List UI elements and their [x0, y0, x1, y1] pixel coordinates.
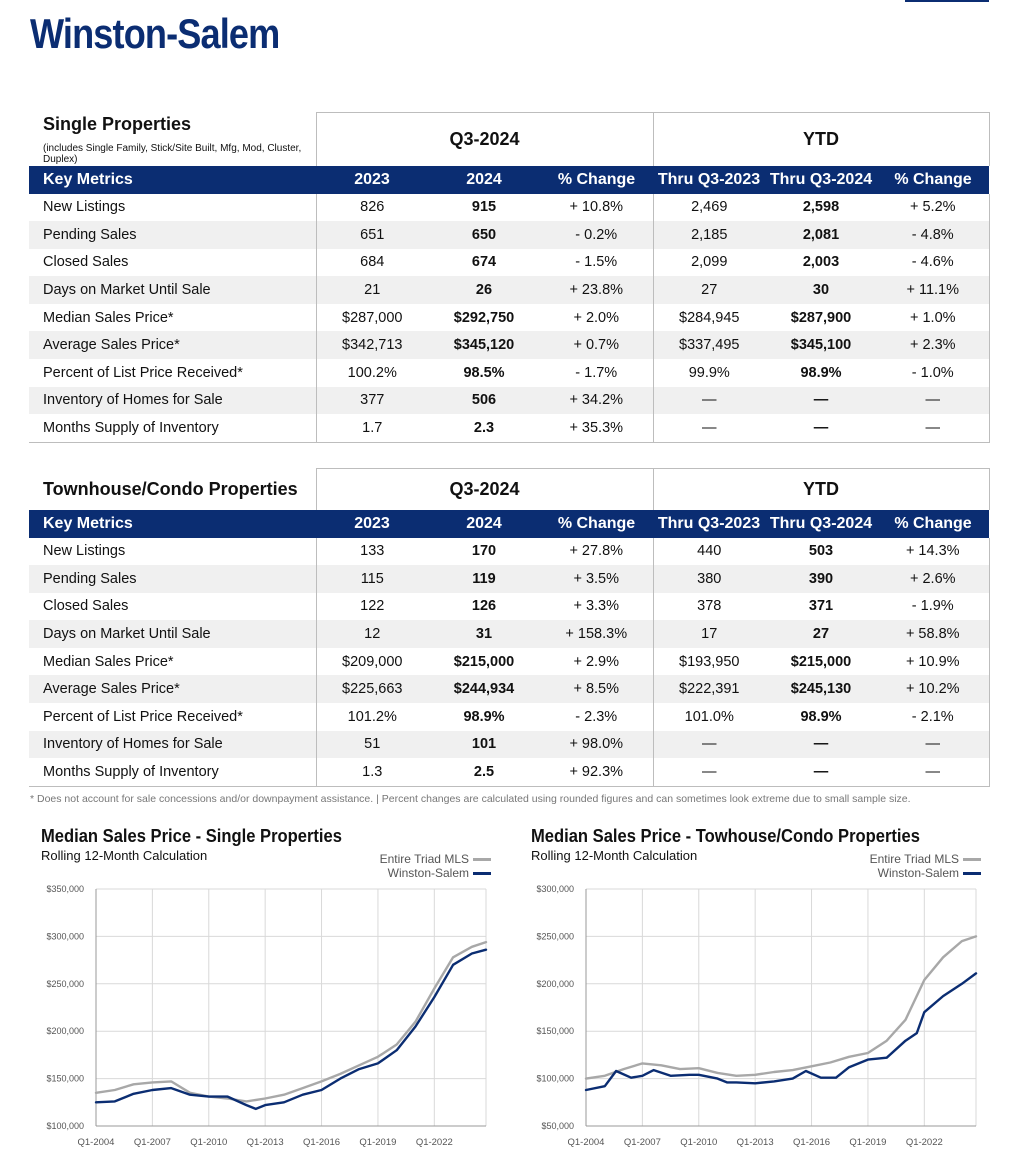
metric-value: 27: [653, 276, 765, 304]
chart-single-median-price: [31, 826, 491, 1156]
metric-value: 1.3: [316, 758, 428, 786]
legend-item-triad: [870, 852, 981, 866]
metric-value: + 35.3%: [540, 414, 653, 442]
x-tick-label: Q1-2019: [849, 1137, 887, 1148]
key-metrics-header: Key Metrics: [29, 510, 316, 538]
table-row: [29, 249, 989, 277]
metric-value: + 10.8%: [569, 199, 624, 216]
metric-value: 378: [653, 593, 765, 621]
metric-value: 99.9%: [653, 359, 765, 387]
legend-swatch: [473, 872, 491, 875]
period-header: Q3-2024: [316, 113, 653, 166]
metric-label: Pending Sales: [29, 565, 316, 593]
metric-value: $215,000: [453, 653, 515, 670]
metric-value: + 23.8%: [540, 276, 653, 304]
column-header: Thru Q3-2024: [765, 166, 877, 194]
metric-value: + 27.8%: [569, 543, 624, 560]
y-tick-label: $100,000: [536, 1073, 574, 1084]
metric-value: —: [653, 414, 765, 442]
metric-value: 26: [428, 276, 540, 304]
y-tick-label: $150,000: [46, 1073, 84, 1084]
metric-value: + 10.9%: [877, 648, 989, 676]
metric-value: 17: [653, 620, 765, 648]
legend-swatch: [963, 858, 981, 861]
metric-value: + 2.6%: [877, 565, 989, 593]
metric-value: —: [877, 387, 989, 415]
x-tick-label: Q1-2022: [415, 1137, 453, 1148]
metric-label: Percent of List Price Received*: [29, 703, 316, 731]
metric-value: + 58.8%: [877, 620, 989, 648]
metric-value: 2.5: [428, 758, 540, 786]
table-row: [29, 648, 989, 676]
x-tick-label: Q1-2010: [680, 1137, 718, 1148]
metric-value: 100.2%: [347, 364, 397, 381]
metric-label: Average Sales Price*: [29, 331, 316, 359]
metric-label: Median Sales Price*: [29, 304, 316, 332]
legend-swatch: [963, 872, 981, 875]
legend-swatch: [473, 858, 491, 861]
page-title: Winston-Salem: [30, 10, 280, 57]
x-tick-label: Q1-2016: [303, 1137, 341, 1148]
metric-value: 98.5%: [463, 364, 505, 381]
metric-value: $284,945: [653, 304, 765, 332]
metric-value: 651: [316, 221, 428, 249]
metric-label: Days on Market Until Sale: [29, 276, 316, 304]
metric-value: 98.9%: [800, 364, 842, 381]
chart-subtitle: Rolling 12-Month Calculation: [531, 848, 698, 863]
townhouse-properties-table: [29, 468, 990, 787]
metric-value: - 1.9%: [877, 593, 989, 621]
metric-value: + 3.3%: [573, 598, 620, 615]
metric-label: Percent of List Price Received*: [29, 359, 316, 387]
metric-value: 170: [471, 543, 497, 560]
metric-value: $345,120: [428, 331, 540, 359]
metric-value: 380: [653, 565, 765, 593]
table-row: [29, 675, 989, 703]
x-tick-label: Q1-2019: [359, 1137, 397, 1148]
x-tick-label: Q1-2004: [77, 1137, 115, 1148]
column-header: Thru Q3-2023: [653, 166, 765, 194]
metric-value: 122: [360, 598, 385, 615]
metric-value: + 10.2%: [877, 675, 989, 703]
metric-value: 101.2%: [347, 708, 397, 725]
metric-value: + 5.2%: [877, 194, 989, 222]
metric-value: + 98.0%: [540, 731, 653, 759]
metric-value: $225,663: [316, 675, 428, 703]
y-tick-label: $200,000: [536, 978, 574, 989]
column-header: % Change: [540, 166, 653, 194]
metric-value: 390: [765, 565, 877, 593]
metric-value: $245,130: [765, 675, 877, 703]
metric-label: Closed Sales: [29, 249, 316, 277]
legend-item-triad: [380, 852, 491, 866]
series-line-triad: [586, 936, 976, 1078]
x-tick-label: Q1-2007: [133, 1137, 171, 1148]
section-subtitle: (includes Single Family, Stick/Site Built, Mfg, Mod, Cluster, Duplex): [43, 142, 302, 165]
metric-value: - 1.5%: [575, 254, 618, 271]
legend-label: Winston-Salem: [877, 866, 959, 880]
metric-value: —: [765, 414, 877, 442]
section-title: Single Properties: [43, 113, 192, 134]
column-header: % Change: [877, 510, 989, 538]
metric-value: —: [653, 731, 765, 759]
chart-legend: [380, 852, 491, 880]
x-tick-label: Q1-2016: [793, 1137, 831, 1148]
x-tick-label: Q1-2010: [190, 1137, 228, 1148]
metric-value: + 14.3%: [877, 538, 989, 566]
y-tick-label: $150,000: [536, 1026, 574, 1037]
table-row: [29, 593, 989, 621]
metric-label: Average Sales Price*: [29, 675, 316, 703]
metric-value: 440: [653, 538, 765, 566]
y-tick-label: $300,000: [46, 931, 84, 942]
metric-value: 2,469: [653, 194, 765, 222]
chart-subtitle: Rolling 12-Month Calculation: [41, 848, 208, 863]
metric-value: $193,950: [653, 648, 765, 676]
chart-legend: [870, 852, 981, 880]
metric-value: + 2.9%: [573, 653, 620, 670]
legend-item-city: [380, 866, 491, 880]
section-header: [29, 469, 316, 510]
metric-value: 2,003: [802, 254, 840, 271]
y-tick-label: $250,000: [536, 931, 574, 942]
metric-value: + 3.5%: [540, 565, 653, 593]
metric-value: 506: [428, 387, 540, 415]
metric-value: 503: [808, 543, 834, 560]
single-properties-table: [29, 112, 990, 443]
metric-value: 31: [428, 620, 540, 648]
table-row: [29, 538, 989, 566]
table-row: [29, 194, 989, 222]
metric-value: + 2.0%: [573, 309, 620, 326]
metric-value: 101.0%: [653, 703, 765, 731]
metric-value: - 2.3%: [575, 708, 618, 725]
metric-value: $215,000: [790, 653, 852, 670]
metric-value: $244,934: [428, 675, 540, 703]
metric-value: + 1.0%: [877, 304, 989, 332]
metric-value: —: [765, 731, 877, 759]
section-header: [29, 113, 316, 166]
metric-value: + 34.2%: [540, 387, 653, 415]
table-row: [29, 414, 989, 442]
table-row: [29, 387, 989, 415]
metric-label: Months Supply of Inventory: [29, 414, 316, 442]
x-tick-label: Q1-2004: [567, 1137, 605, 1148]
series-line-city: [96, 950, 486, 1109]
metric-value: $337,495: [653, 331, 765, 359]
column-header: Thru Q3-2024: [765, 510, 877, 538]
metric-value: - 1.0%: [877, 359, 989, 387]
column-header: 2023: [316, 510, 428, 538]
metric-value: + 0.7%: [540, 331, 653, 359]
y-tick-label: $200,000: [46, 1026, 84, 1037]
metric-label: Inventory of Homes for Sale: [29, 387, 316, 415]
metric-value: 30: [765, 276, 877, 304]
metric-value: + 158.3%: [540, 620, 653, 648]
table-row: [29, 331, 989, 359]
x-tick-label: Q1-2022: [905, 1137, 943, 1148]
metric-value: —: [877, 758, 989, 786]
ytd-header: YTD: [653, 469, 989, 510]
ytd-header: YTD: [653, 113, 989, 166]
table-row: [29, 731, 989, 759]
metric-value: $292,750: [453, 309, 515, 326]
metric-label: Days on Market Until Sale: [29, 620, 316, 648]
metric-value: 21: [316, 276, 428, 304]
x-tick-label: Q1-2007: [623, 1137, 661, 1148]
metric-label: Months Supply of Inventory: [29, 758, 316, 786]
series-line-triad: [96, 942, 486, 1101]
metric-value: 2,099: [653, 249, 765, 277]
metric-value: $287,000: [342, 309, 403, 326]
chart-townhouse-median-price: [521, 826, 981, 1156]
metric-value: - 4.6%: [877, 249, 989, 277]
metric-value: 915: [471, 199, 497, 216]
metric-value: - 2.1%: [877, 703, 989, 731]
table-row: [29, 565, 989, 593]
metric-value: —: [765, 758, 877, 786]
metric-value: - 1.7%: [575, 364, 618, 381]
metric-value: —: [765, 387, 877, 415]
metric-value: $287,900: [790, 309, 852, 326]
metric-label: Inventory of Homes for Sale: [29, 731, 316, 759]
key-metrics-header-row: [29, 166, 989, 194]
metric-value: $342,713: [316, 331, 428, 359]
y-tick-label: $250,000: [46, 978, 84, 989]
period-header: Q3-2024: [316, 469, 653, 510]
column-header: % Change: [877, 166, 989, 194]
table-row: [29, 221, 989, 249]
metric-value: + 92.3%: [540, 758, 653, 786]
metric-value: 377: [316, 387, 428, 415]
table-row: [29, 703, 989, 731]
y-tick-label: $350,000: [46, 884, 84, 894]
key-metrics-header: Key Metrics: [29, 166, 316, 194]
metric-value: $222,391: [653, 675, 765, 703]
column-header: 2024: [428, 166, 540, 194]
column-header: 2023: [316, 166, 428, 194]
section-title: Townhouse/Condo Properties: [43, 478, 298, 499]
metric-value: 2,185: [653, 221, 765, 249]
metric-value: $345,100: [765, 331, 877, 359]
metric-value: 98.9%: [800, 708, 842, 725]
top-accent-line: [905, 0, 989, 2]
table-row: [29, 359, 989, 387]
key-metrics-header-row: [29, 510, 989, 538]
metric-value: 101: [428, 731, 540, 759]
metric-value: 674: [471, 254, 497, 271]
metric-value: 2,081: [765, 221, 877, 249]
metric-label: Closed Sales: [29, 593, 316, 621]
metric-value: + 11.1%: [877, 276, 989, 304]
metric-value: 1.7: [316, 414, 428, 442]
metric-value: —: [877, 731, 989, 759]
metric-value: —: [653, 758, 765, 786]
chart-title: Median Sales Price - Single Properties: [41, 826, 342, 846]
metric-value: $209,000: [342, 653, 403, 670]
metric-value: 371: [808, 598, 834, 615]
column-header: 2024: [428, 510, 540, 538]
metric-value: 115: [316, 565, 428, 593]
legend-item-city: [870, 866, 981, 880]
chart-title: Median Sales Price - Towhouse/Condo Properties: [531, 826, 920, 846]
metric-value: 51: [316, 731, 428, 759]
metric-value: 133: [360, 543, 385, 560]
y-tick-label: $100,000: [46, 1121, 84, 1131]
metric-label: New Listings: [29, 194, 316, 222]
metric-value: —: [877, 414, 989, 442]
metric-value: 98.9%: [463, 708, 505, 725]
table-row: [29, 304, 989, 332]
column-header: % Change: [540, 510, 653, 538]
x-tick-label: Q1-2013: [246, 1137, 284, 1148]
metric-value: + 8.5%: [540, 675, 653, 703]
metric-label: New Listings: [29, 538, 316, 566]
metric-value: 27: [765, 620, 877, 648]
metric-label: Median Sales Price*: [29, 648, 316, 676]
footnote: * Does not account for sale concessions and/or downpayment assistance. | Percent changes are calculated using rounded figures and can sometimes look extreme due to small sample size.: [30, 793, 911, 805]
metric-value: 126: [471, 598, 497, 615]
metric-value: + 2.3%: [877, 331, 989, 359]
y-tick-label: $50,000: [541, 1121, 574, 1131]
table-row: [29, 620, 989, 648]
x-tick-label: Q1-2013: [736, 1137, 774, 1148]
metric-value: 684: [360, 254, 385, 271]
metric-value: 2.3: [428, 414, 540, 442]
table-row: [29, 276, 989, 304]
metric-value: —: [653, 387, 765, 415]
table-row: [29, 758, 989, 786]
y-tick-label: $300,000: [536, 884, 574, 894]
metric-value: 2,598: [802, 199, 840, 216]
metric-value: 119: [428, 565, 540, 593]
legend-label: Entire Triad MLS: [869, 852, 959, 866]
metric-value: 12: [316, 620, 428, 648]
metric-value: 826: [360, 199, 385, 216]
legend-label: Entire Triad MLS: [379, 852, 469, 866]
metric-value: - 4.8%: [877, 221, 989, 249]
legend-label: Winston-Salem: [387, 866, 469, 880]
metric-value: - 0.2%: [540, 221, 653, 249]
column-header: Thru Q3-2023: [653, 510, 765, 538]
metric-value: 650: [428, 221, 540, 249]
metric-label: Pending Sales: [29, 221, 316, 249]
